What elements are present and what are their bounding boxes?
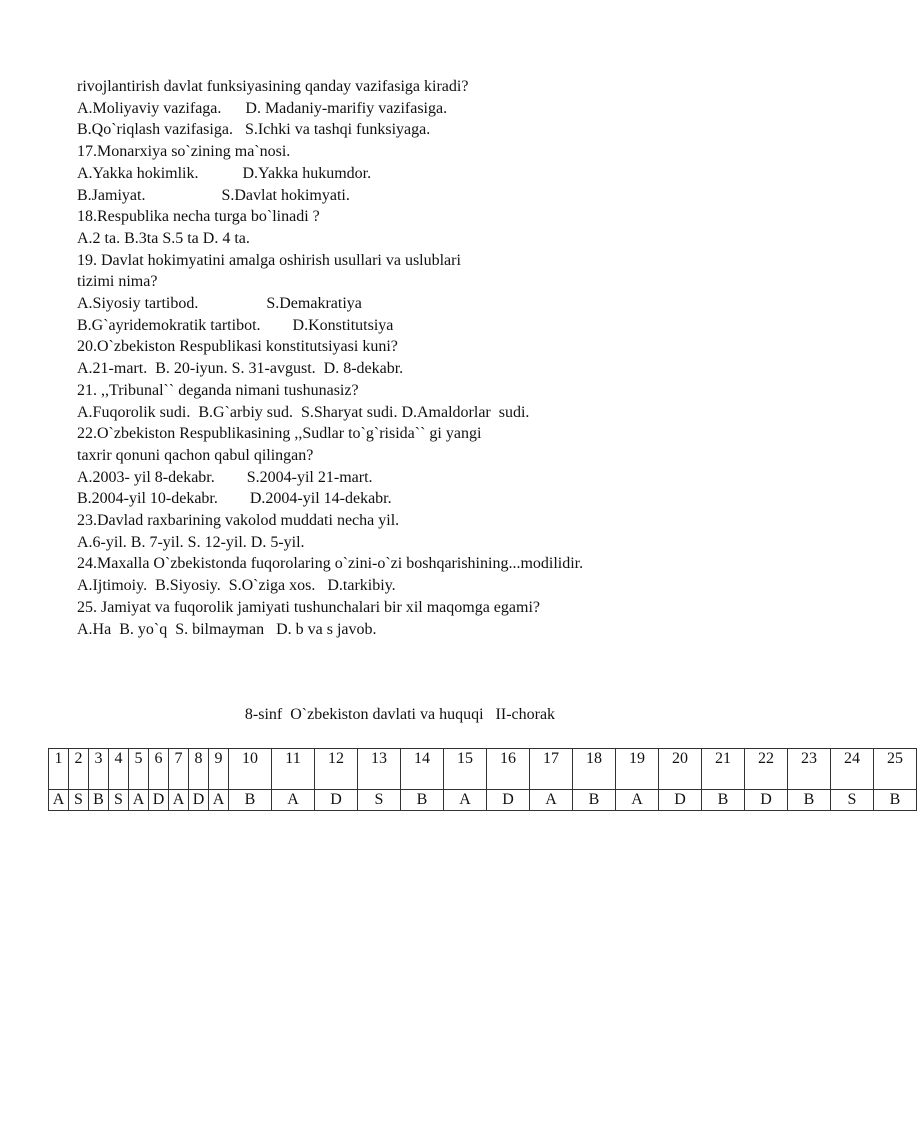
question-number-cell: 21 xyxy=(702,749,745,790)
question-number-row xyxy=(49,749,917,790)
questions-block xyxy=(77,76,757,640)
question-number-cell: 4 xyxy=(109,749,129,790)
text-line: 24.Maxalla O`zbekistonda fuqorolaring o`zini-o`zi boshqarishining...modilidir. xyxy=(77,555,584,573)
question-number-cell: 9 xyxy=(209,749,229,790)
text-line: B.G`ayridemokratik tartibot. D.Konstitutsiya xyxy=(77,316,394,334)
answer-cell: A xyxy=(209,790,229,811)
question-number-cell: 8 xyxy=(189,749,209,790)
question-number-cell: 3 xyxy=(89,749,109,790)
text-line: A.Fuqorolik sudi. B.G`arbiy sud. S.Sharyat sudi. D.Amaldorlar sudi. xyxy=(77,403,530,421)
question-number-cell: 13 xyxy=(358,749,401,790)
question-number-cell: 23 xyxy=(788,749,831,790)
answer-cell: B xyxy=(229,790,272,811)
answer-cell: D xyxy=(149,790,169,811)
answer-cell: A xyxy=(616,790,659,811)
text-line: 22.O`zbekiston Respublikasining ,,Sudlar to`g`risida`` gi yangi xyxy=(77,425,482,443)
answer-cell: D xyxy=(659,790,702,811)
answer-cell: A xyxy=(530,790,573,811)
text-line: 18.Respublika necha turga bo`linadi ? xyxy=(77,208,320,226)
answer-cell: D xyxy=(487,790,530,811)
answer-cell: B xyxy=(788,790,831,811)
text-line: B.2004-yil 10-dekabr. D.2004-yil 14-dekabr. xyxy=(77,490,392,508)
text-line: B.Jamiyat. S.Davlat hokimyati. xyxy=(77,186,350,204)
text-line: A.6-yil. B. 7-yil. S. 12-yil. D. 5-yil. xyxy=(77,533,305,551)
text-line: 21. ,,Tribunal`` deganda nimani tushunasiz? xyxy=(77,381,359,399)
question-number-cell: 10 xyxy=(229,749,272,790)
question-number-cell: 14 xyxy=(401,749,444,790)
question-number-cell: 17 xyxy=(530,749,573,790)
question-number-cell: 7 xyxy=(169,749,189,790)
answer-cell: D xyxy=(315,790,358,811)
question-number-cell: 16 xyxy=(487,749,530,790)
text-line: A.Siyosiy tartibod. S.Demakratiya xyxy=(77,295,362,313)
question-number-cell: 24 xyxy=(831,749,874,790)
answer-cell: S xyxy=(831,790,874,811)
answer-cell: B xyxy=(401,790,444,811)
text-line: A.Ijtimoiy. B.Siyosiy. S.O`ziga xos. D.tarkibiy. xyxy=(77,577,396,595)
text-line: A.Moliyaviy vazifaga. D. Madaniy-marifiy vazifasiga. xyxy=(77,99,448,117)
answer-cell: B xyxy=(573,790,616,811)
answer-cell: B xyxy=(89,790,109,811)
question-number-cell: 18 xyxy=(573,749,616,790)
answer-cell: A xyxy=(272,790,315,811)
answer-key-table xyxy=(48,748,917,811)
text-line: A.Yakka hokimlik. D.Yakka hukumdor. xyxy=(77,164,372,182)
question-number-cell: 22 xyxy=(745,749,788,790)
text-line: A.Ha B. yo`q S. bilmayman D. b va s javob. xyxy=(77,620,377,638)
question-number-cell: 25 xyxy=(874,749,917,790)
answer-cell: A xyxy=(129,790,149,811)
question-number-cell: 11 xyxy=(272,749,315,790)
answer-cell: S xyxy=(358,790,401,811)
question-number-cell: 19 xyxy=(616,749,659,790)
text-line: A.21-mart. B. 20-iyun. S. 31-avgust. D. 8-dekabr. xyxy=(77,360,404,378)
text-line: rivojlantirish davlat funksiyasining qanday vazifasiga kiradi? xyxy=(77,78,469,95)
text-line: B.Qo`riqlash vazifasiga. S.Ichki va tashqi funksiyaga. xyxy=(77,121,431,139)
question-number-cell: 12 xyxy=(315,749,358,790)
answer-cell: B xyxy=(702,790,745,811)
answer-cell: D xyxy=(745,790,788,811)
question-number-cell: 20 xyxy=(659,749,702,790)
answer-cell: A xyxy=(444,790,487,811)
text-line: 23.Davlad raxbarining vakolod muddati necha yil. xyxy=(77,512,400,530)
question-number-cell: 15 xyxy=(444,749,487,790)
text-line: 20.O`zbekiston Respublikasi konstitutsiyasi kuni? xyxy=(77,338,398,356)
text-line: A.2 ta. B.3ta S.5 ta D. 4 ta. xyxy=(77,229,250,247)
text-line: 17.Monarxiya so`zining ma`nosi. xyxy=(77,143,291,161)
question-number-cell: 6 xyxy=(149,749,169,790)
text-line: 25. Jamiyat va fuqorolik jamiyati tushunchalari bir xil maqomga egami? xyxy=(77,598,540,616)
text-line: 19. Davlat hokimyatini amalga oshirish usullari va uslublari xyxy=(77,251,461,269)
answer-cell: B xyxy=(874,790,917,811)
answer-cell: A xyxy=(49,790,69,811)
text-line: tizimi nima? xyxy=(77,273,158,291)
answer-cell: S xyxy=(69,790,89,811)
text-line: A.2003- yil 8-dekabr. S.2004-yil 21-mart. xyxy=(77,468,373,486)
question-number-cell: 1 xyxy=(49,749,69,790)
answer-row xyxy=(49,790,917,811)
question-number-cell: 5 xyxy=(129,749,149,790)
answer-cell: S xyxy=(109,790,129,811)
question-number-cell: 2 xyxy=(69,749,89,790)
answer-key-title: 8-sinf O`zbekiston davlati va huquqi II-chorak xyxy=(244,706,556,723)
answer-cell: D xyxy=(189,790,209,811)
answer-cell: A xyxy=(169,790,189,811)
text-line: taxrir qonuni qachon qabul qilingan? xyxy=(77,446,314,464)
